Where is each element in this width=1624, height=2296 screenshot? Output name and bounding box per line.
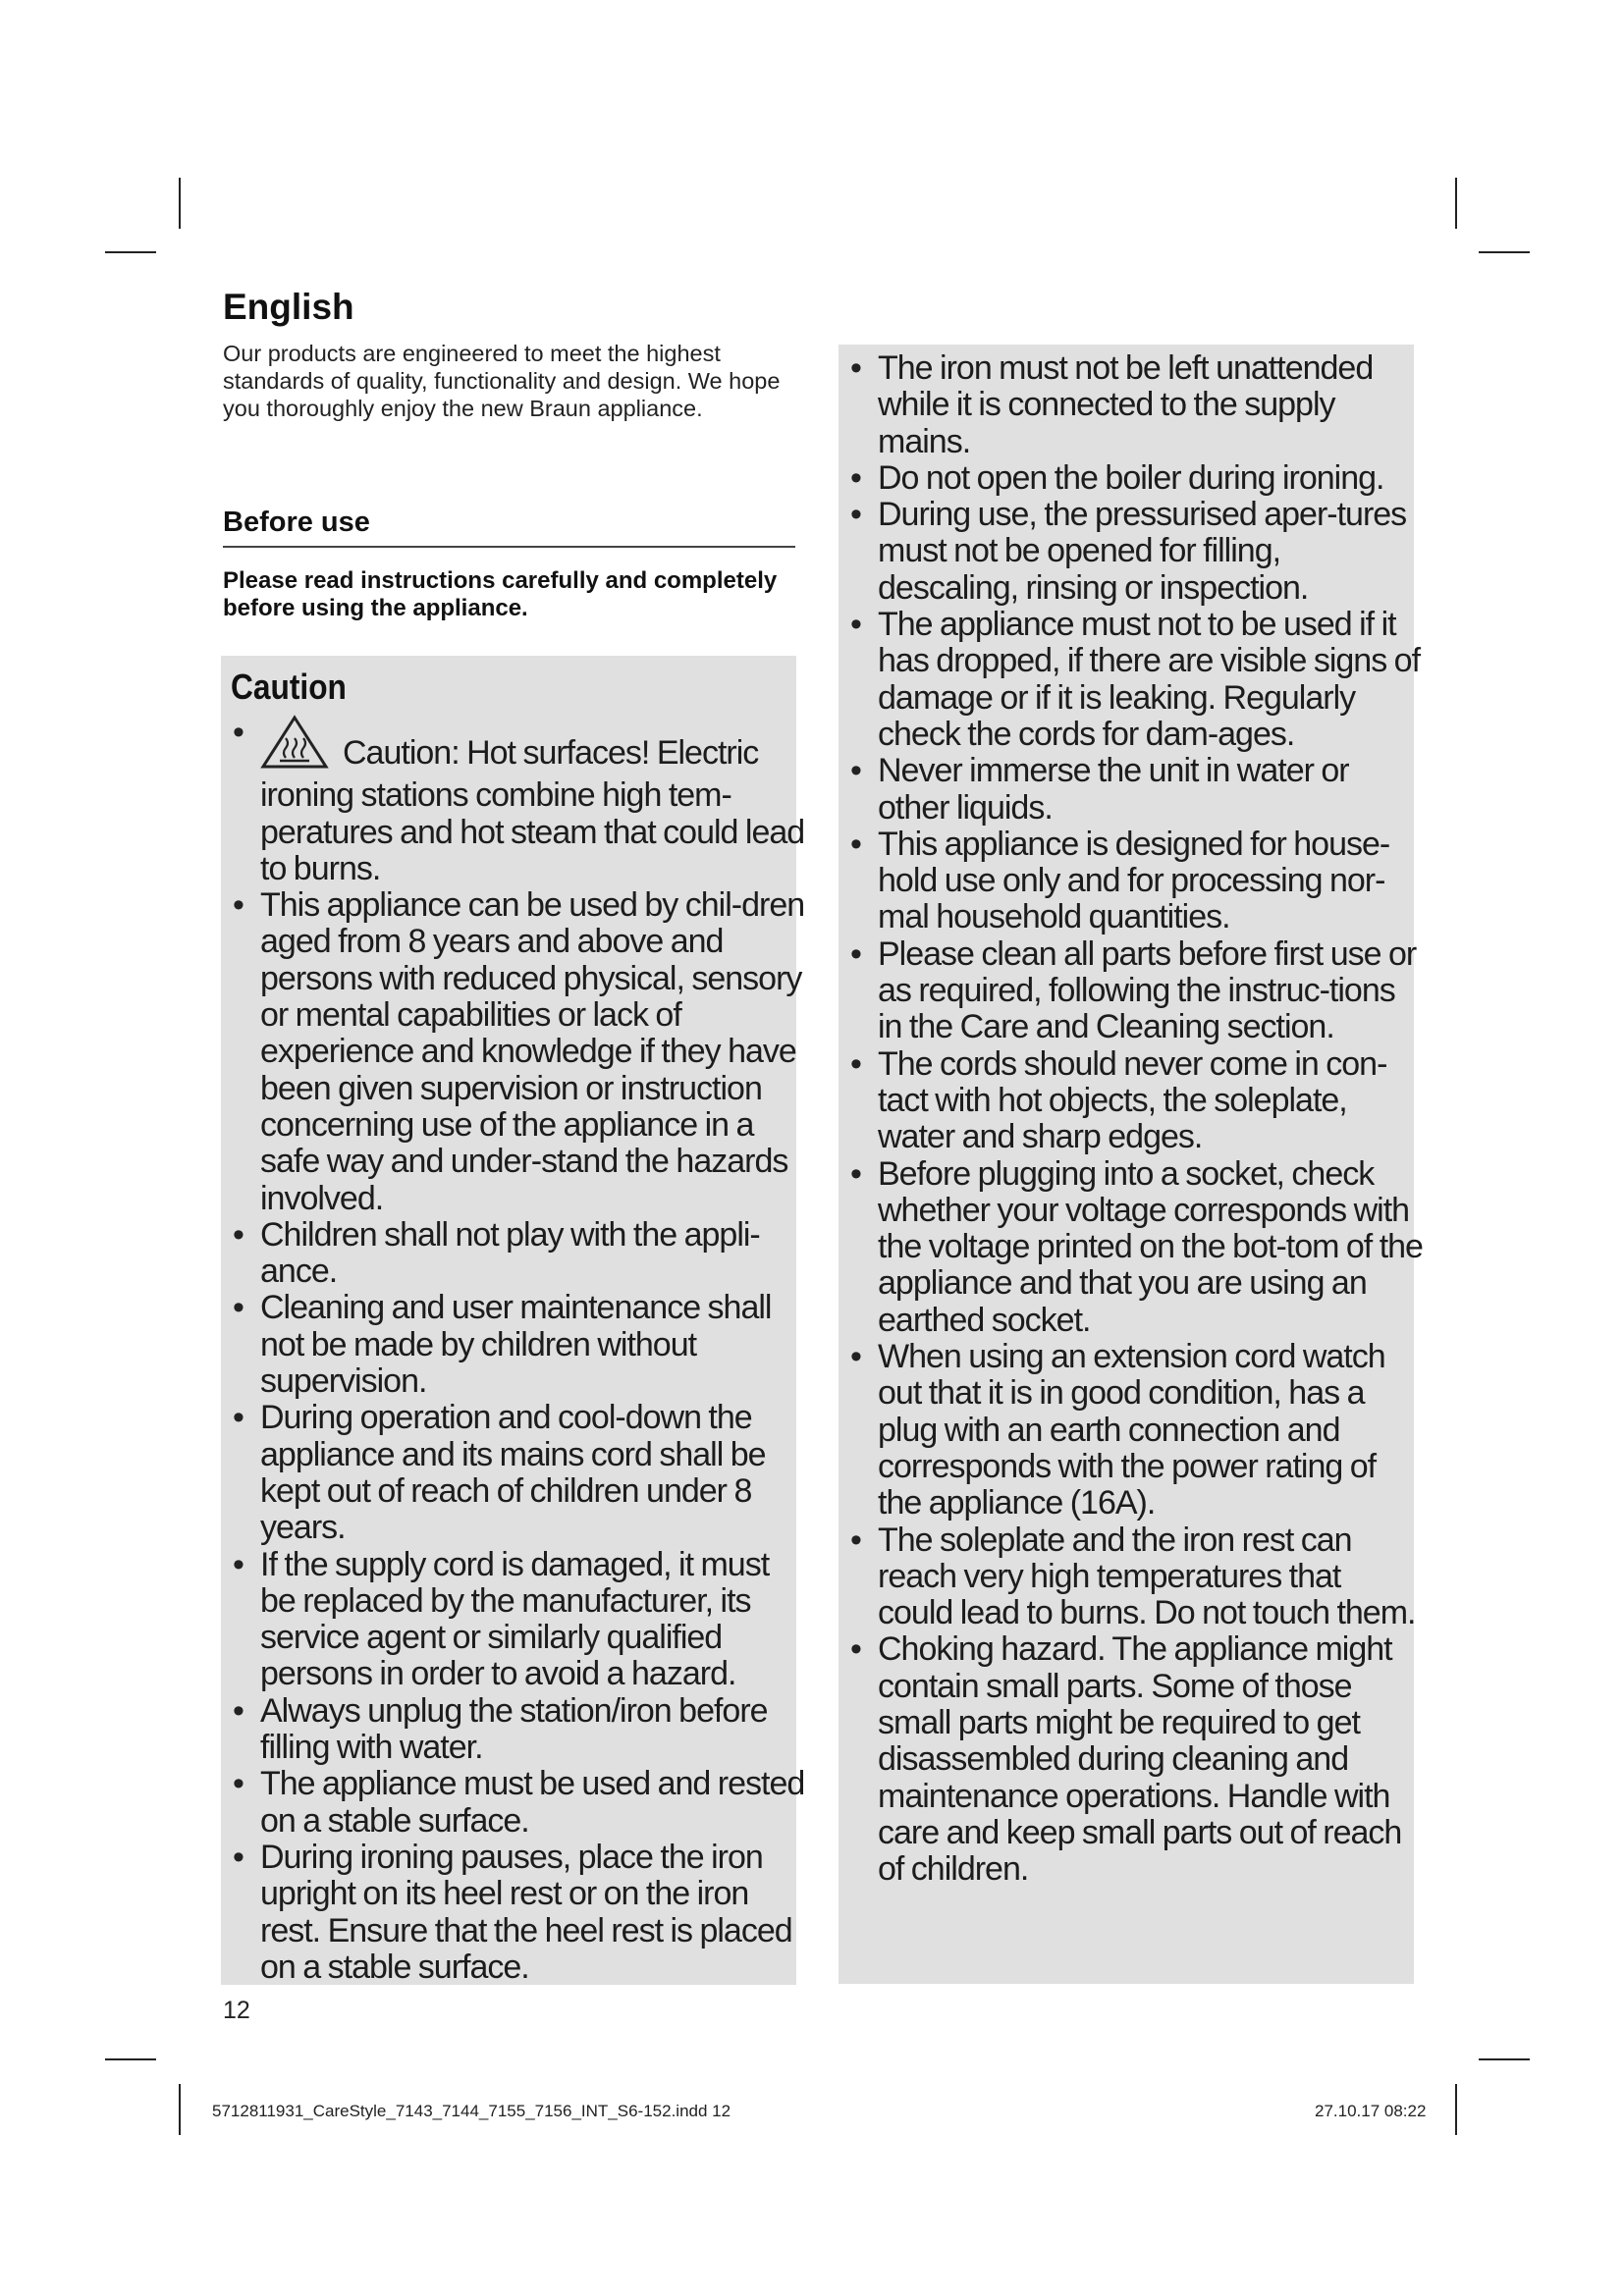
caution-list-right xyxy=(848,349,1423,1889)
caution-item-text: If the supply cord is damaged, it must be replaced by the manufacturer, its service agent or similarly qualified persons in order to avoid a hazard. xyxy=(260,1545,770,1693)
page-title: English xyxy=(223,287,354,327)
caution-item xyxy=(848,607,1423,753)
caution-item-text: During operation and cool-down the appliance and its mains cord shall be kept out of reach of children under 8 years. xyxy=(260,1399,766,1547)
caution-item-text: Please clean all parts before first use or as required, following the instruc-tions in the Care and Cleaning section. xyxy=(878,934,1417,1046)
caution-item xyxy=(848,753,1423,827)
caution-item-text: During use, the pressurised aper-tures must not be opened for filling, descaling, rinsing or inspection. xyxy=(878,496,1407,607)
crop-mark xyxy=(105,251,156,253)
caution-item-text: The cords should never come in con-tact with hot objects, the soleplate, water and sharp edges. xyxy=(878,1044,1387,1156)
caution-item-text: Never immerse the unit in water or other liquids. xyxy=(878,752,1349,827)
page-number: 12 xyxy=(223,1997,250,2024)
caution-item-text: This appliance can be used by chil-dren aged from 8 years and above and persons with reduced physical, sensory or mental capabilities or lack of experience and knowledge if they have been given supervision or instruction concerning use of the appliance in a safe way and under-stand the hazards involved. xyxy=(260,886,805,1217)
caution-item xyxy=(231,1290,805,1400)
caution-item xyxy=(848,1156,1423,1339)
hot-surface-warning-icon xyxy=(260,715,329,777)
footer-timestamp: 27.10.17 08:22 xyxy=(1315,2102,1427,2120)
footer-file-info: 5712811931_CareStyle_7143_7144_7155_7156_INT_S6-152.indd 12 xyxy=(212,2102,731,2120)
caution-item-text: The appliance must be used and rested on a stable surface. xyxy=(260,1765,805,1840)
crop-mark xyxy=(105,2058,156,2060)
caution-item-text: Children shall not play with the appli-ance. xyxy=(260,1215,760,1291)
caution-item-text: Choking hazard. The appliance might contain small parts. Some of those small parts might be required to get disassembled during cleaning and maintenance operations. Handle with care and keep small parts out of reach of children. xyxy=(878,1630,1402,1889)
section-title: Before use xyxy=(223,507,370,538)
caution-item xyxy=(231,1766,805,1840)
caution-item-text: This appliance is designed for house-hold use only and for processing nor-mal household quantities. xyxy=(878,825,1390,936)
caution-list-left xyxy=(231,715,805,1986)
caution-item xyxy=(231,715,805,887)
caution-item xyxy=(848,1339,1423,1522)
crop-mark xyxy=(1479,2058,1530,2060)
caution-item-text: The iron must not be left unattended while it is connected to the supply mains. xyxy=(878,349,1374,460)
caution-item xyxy=(848,1631,1423,1888)
read-instructions-note: Please read instructions carefully and completely before using the appliance. xyxy=(223,567,778,621)
caution-item xyxy=(231,1217,805,1291)
caution-item xyxy=(231,1693,805,1767)
crop-mark xyxy=(179,2084,181,2135)
caution-item-text: Cleaning and user maintenance shall not be made by children without supervision. xyxy=(260,1289,772,1401)
caution-item-text: Always unplug the station/iron before filling with water. xyxy=(260,1691,768,1767)
crop-mark xyxy=(1455,178,1457,229)
caution-box-left xyxy=(221,656,805,1986)
intro-paragraph: Our products are engineered to meet the highest standards of quality, functionality and design. We hope you thoroughly enjoy the new Braun appliance. xyxy=(223,341,781,421)
section-divider xyxy=(223,546,795,548)
caution-item-text: Caution: Hot surfaces! Electric ironing stations combine high tem-peratures and hot steam that could lead to burns. xyxy=(260,734,805,887)
caution-box-right xyxy=(839,345,1423,1984)
crop-mark xyxy=(179,178,181,229)
caution-item xyxy=(848,936,1423,1046)
caution-item xyxy=(231,1840,805,1986)
caution-item-text: The soleplate and the iron rest can reach very high temperatures that could lead to burns. Do not touch them. xyxy=(878,1521,1416,1632)
caution-item xyxy=(848,1046,1423,1156)
caution-item-text: Before plugging into a socket, check whether your voltage corresponds with the voltage printed on the bot-tom of the appliance and that you are using an earthed socket. xyxy=(878,1154,1423,1339)
caution-item xyxy=(848,350,1423,460)
crop-mark xyxy=(1479,251,1530,253)
crop-mark xyxy=(1455,2084,1457,2135)
caution-item xyxy=(231,887,805,1217)
caution-item-text: Do not open the boiler during ironing. xyxy=(878,458,1384,497)
caution-item xyxy=(848,460,1423,497)
caution-item xyxy=(848,497,1423,607)
caution-title: Caution xyxy=(231,667,347,707)
caution-item xyxy=(231,1400,805,1546)
caution-item-text: When using an extension cord watch out that it is in good condition, has a plug with an earth connection and corresponds with the power rating of the appliance (16A). xyxy=(878,1338,1385,1522)
caution-item xyxy=(231,1547,805,1693)
caution-item-text: The appliance must not to be used if it has dropped, if there are visible signs of damage or if it is leaking. Regularly check the cords for dam-ages. xyxy=(878,606,1421,753)
caution-item-text: During ironing pauses, place the iron upright on its heel rest or on the iron rest. Ensure that the heel rest is placed on a stable surface. xyxy=(260,1838,792,1986)
caution-item xyxy=(848,1522,1423,1632)
caution-item xyxy=(848,827,1423,936)
